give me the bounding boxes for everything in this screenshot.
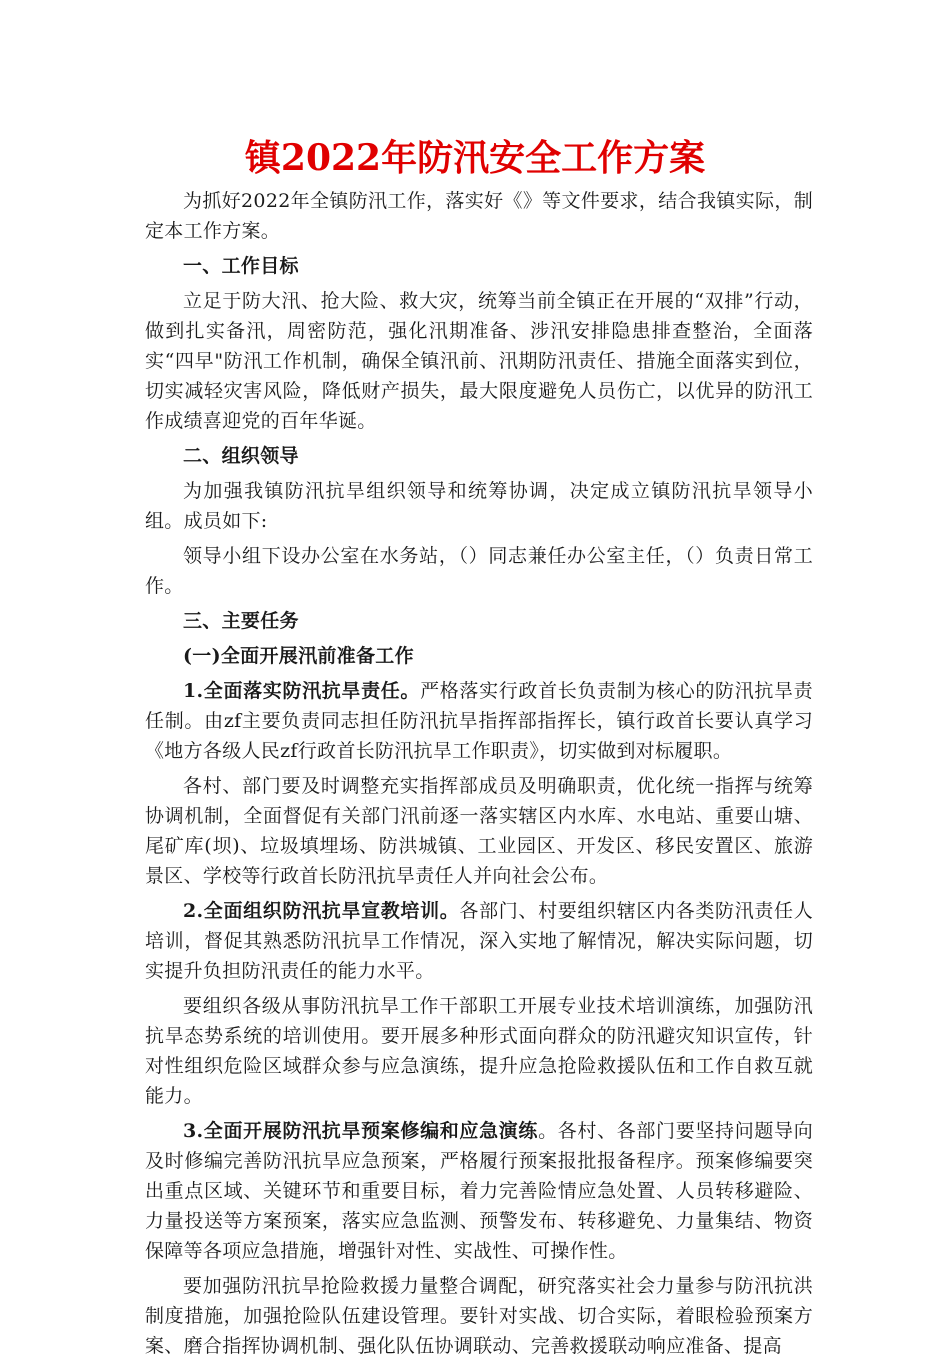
leadership-paragraph-2: 领导小组下设办公室在水务站，（）同志兼任办公室主任，（）负责日常工作。	[145, 545, 813, 597]
task-item-1	[145, 676, 813, 766]
section-heading-leadership: 二、组织领导	[183, 445, 299, 467]
leadership-paragraph-1: 为加强我镇防汛抗旱组织领导和统筹协调，决定成立镇防汛抗旱领导小组。成员如下:	[145, 480, 813, 532]
section-heading-goals: 一、工作目标	[183, 255, 299, 277]
document-body	[145, 186, 813, 1366]
task-item-1-text: 严格落实行政首长负责制为核心的防汛抗旱责任制。由zf主要负责同志担任防汛抗旱指挥部指挥长，镇行政首长要认真学习《地方各级人民zf行政首长防汛抗旱工作职责》，切实做到对标履职。	[145, 680, 813, 762]
task-item-1-lead: 1.全面落实防汛抗旱责任。	[183, 680, 421, 702]
section-heading-tasks: 三、主要任务	[183, 610, 299, 632]
task-item-3-paragraph-2: 要加强防汛抗旱抢险救援力量整合调配，研究落实社会力量参与防汛抗洪制度措施，加强抢险队伍建设管理。要针对实战、切合实际，着眼检验预案方案、磨合指挥协调机制、强化队伍协调联动、完善救援联动响应准备、提高	[145, 1275, 813, 1357]
task-item-1-paragraph-2: 各村、部门要及时调整充实指挥部成员及明确职责，优化统一指挥与统筹协调机制，全面督促有关部门汛前逐一落实辖区内水库、水电站、重要山塘、尾矿库(坝)、垃圾填埋场、防洪城镇、工业园区、开发区、移民安置区、旅游景区、学校等行政首长防汛抗旱责任人并向社会公布。	[145, 775, 813, 887]
subsection-heading-preparation: (一)全面开展汛前准备工作	[183, 645, 414, 667]
document-title: 镇2022年防汛安全工作方案	[244, 137, 706, 179]
task-item-2-lead: 2.全面组织防汛抗旱宣教培训。	[183, 900, 460, 922]
task-item-2-paragraph-2: 要组织各级从事防汛抗旱工作干部职工开展专业技术培训演练，加强防汛抗旱态势系统的培训使用。要开展多种形式面向群众的防汛避灾知识宣传，针对性组织危险区域群众参与应急演练，提升应急抢险救援队伍和工作自救互就能力。	[145, 995, 813, 1107]
task-item-3	[145, 1116, 813, 1266]
intro-paragraph: 为抓好2022年全镇防汛工作，落实好《》等文件要求，结合我镇实际，制定本工作方案。	[145, 190, 813, 242]
task-item-2	[145, 896, 813, 986]
task-item-2-text: 各部门、村要组织辖区内各类防汛责任人培训，督促其熟悉防汛抗旱工作情况，深入实地了解情况，解决实际问题，切实提升负担防汛责任的能力水平。	[145, 900, 813, 982]
goals-paragraph: 立足于防大汛、抢大险、救大灾，统筹当前全镇正在开展的“双排”行动，做到扎实备汛，周密防范，强化汛期准备、涉汛安排隐患排查整治，全面落实“四早"防汛工作机制，确保全镇汛前、汛期防汛责任、措施全面落实到位，切实减轻灾害风险，降低财产损失，最大限度避免人员伤亡，以优异的防汛工作成绩喜迎党的百年华诞。	[145, 290, 813, 432]
task-item-3-lead: 3.全面开展防汛抗旱预案修编和应急演练	[183, 1120, 539, 1142]
task-item-3-text: 。各村、各部门要坚持问题导向及时修编完善防汛抗旱应急预案，严格履行预案报批报备程序。预案修编要突出重点区域、关键环节和重要目标，着力完善险情应急处置、人员转移避险、力量投送等方案预案，落实应急监测、预警发布、转移避免、力量集结、物资保障等各项应急措施，增强针对性、实战性、可操作性。	[145, 1120, 813, 1262]
